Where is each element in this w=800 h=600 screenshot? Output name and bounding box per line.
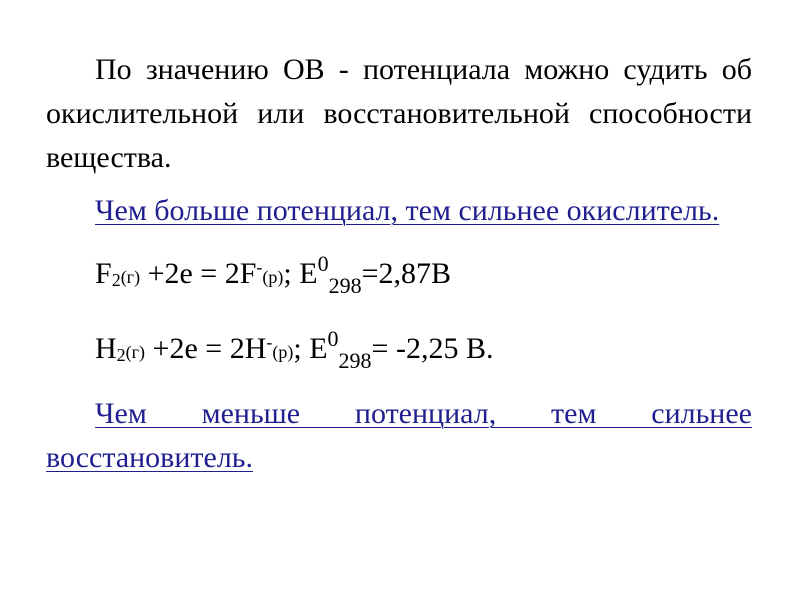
eq2-separator: ; E bbox=[293, 332, 328, 365]
eq2-element-subscript: 2 bbox=[116, 345, 126, 365]
reducer-rule-link[interactable]: Чем меньше потенциал, тем сильнее восстановитель. bbox=[46, 397, 752, 474]
eq1-ion-state: (р) bbox=[262, 267, 284, 287]
intro-paragraph: По значению ОВ - потенциала можно судить об окислительной или восстановительной способности вещества. bbox=[46, 53, 752, 174]
eq2-potential-subscript: 298 bbox=[338, 348, 372, 373]
eq1-element-subscript: 2 bbox=[111, 270, 121, 290]
slide-content bbox=[46, 48, 752, 489]
fluorine-equation bbox=[46, 242, 752, 308]
eq2-ion-charge: - bbox=[266, 332, 273, 352]
eq2-ion-state: (р) bbox=[272, 342, 294, 362]
eq2-element: H bbox=[95, 332, 117, 365]
eq1-middle: +2e = 2F bbox=[140, 257, 257, 290]
eq2-potential-superscript: 0 bbox=[327, 326, 339, 351]
eq1-potential-value: =2,87В bbox=[361, 257, 452, 290]
eq1-ion-charge: - bbox=[256, 257, 263, 277]
eq2-element-state: (г) bbox=[125, 342, 146, 362]
eq1-element: F bbox=[95, 257, 112, 290]
eq1-separator: ; E bbox=[283, 257, 318, 290]
eq2-potential-value: = -2,25 В. bbox=[371, 332, 494, 365]
eq1-element-state: (г) bbox=[120, 267, 141, 287]
oxidizer-rule-link[interactable]: Чем больше потенциал, тем сильнее окислитель. bbox=[95, 194, 720, 227]
eq1-potential-superscript: 0 bbox=[317, 251, 329, 276]
hydrogen-equation bbox=[46, 317, 752, 383]
eq2-middle: +2e = 2H bbox=[145, 332, 267, 365]
eq1-potential-subscript: 298 bbox=[328, 273, 362, 298]
